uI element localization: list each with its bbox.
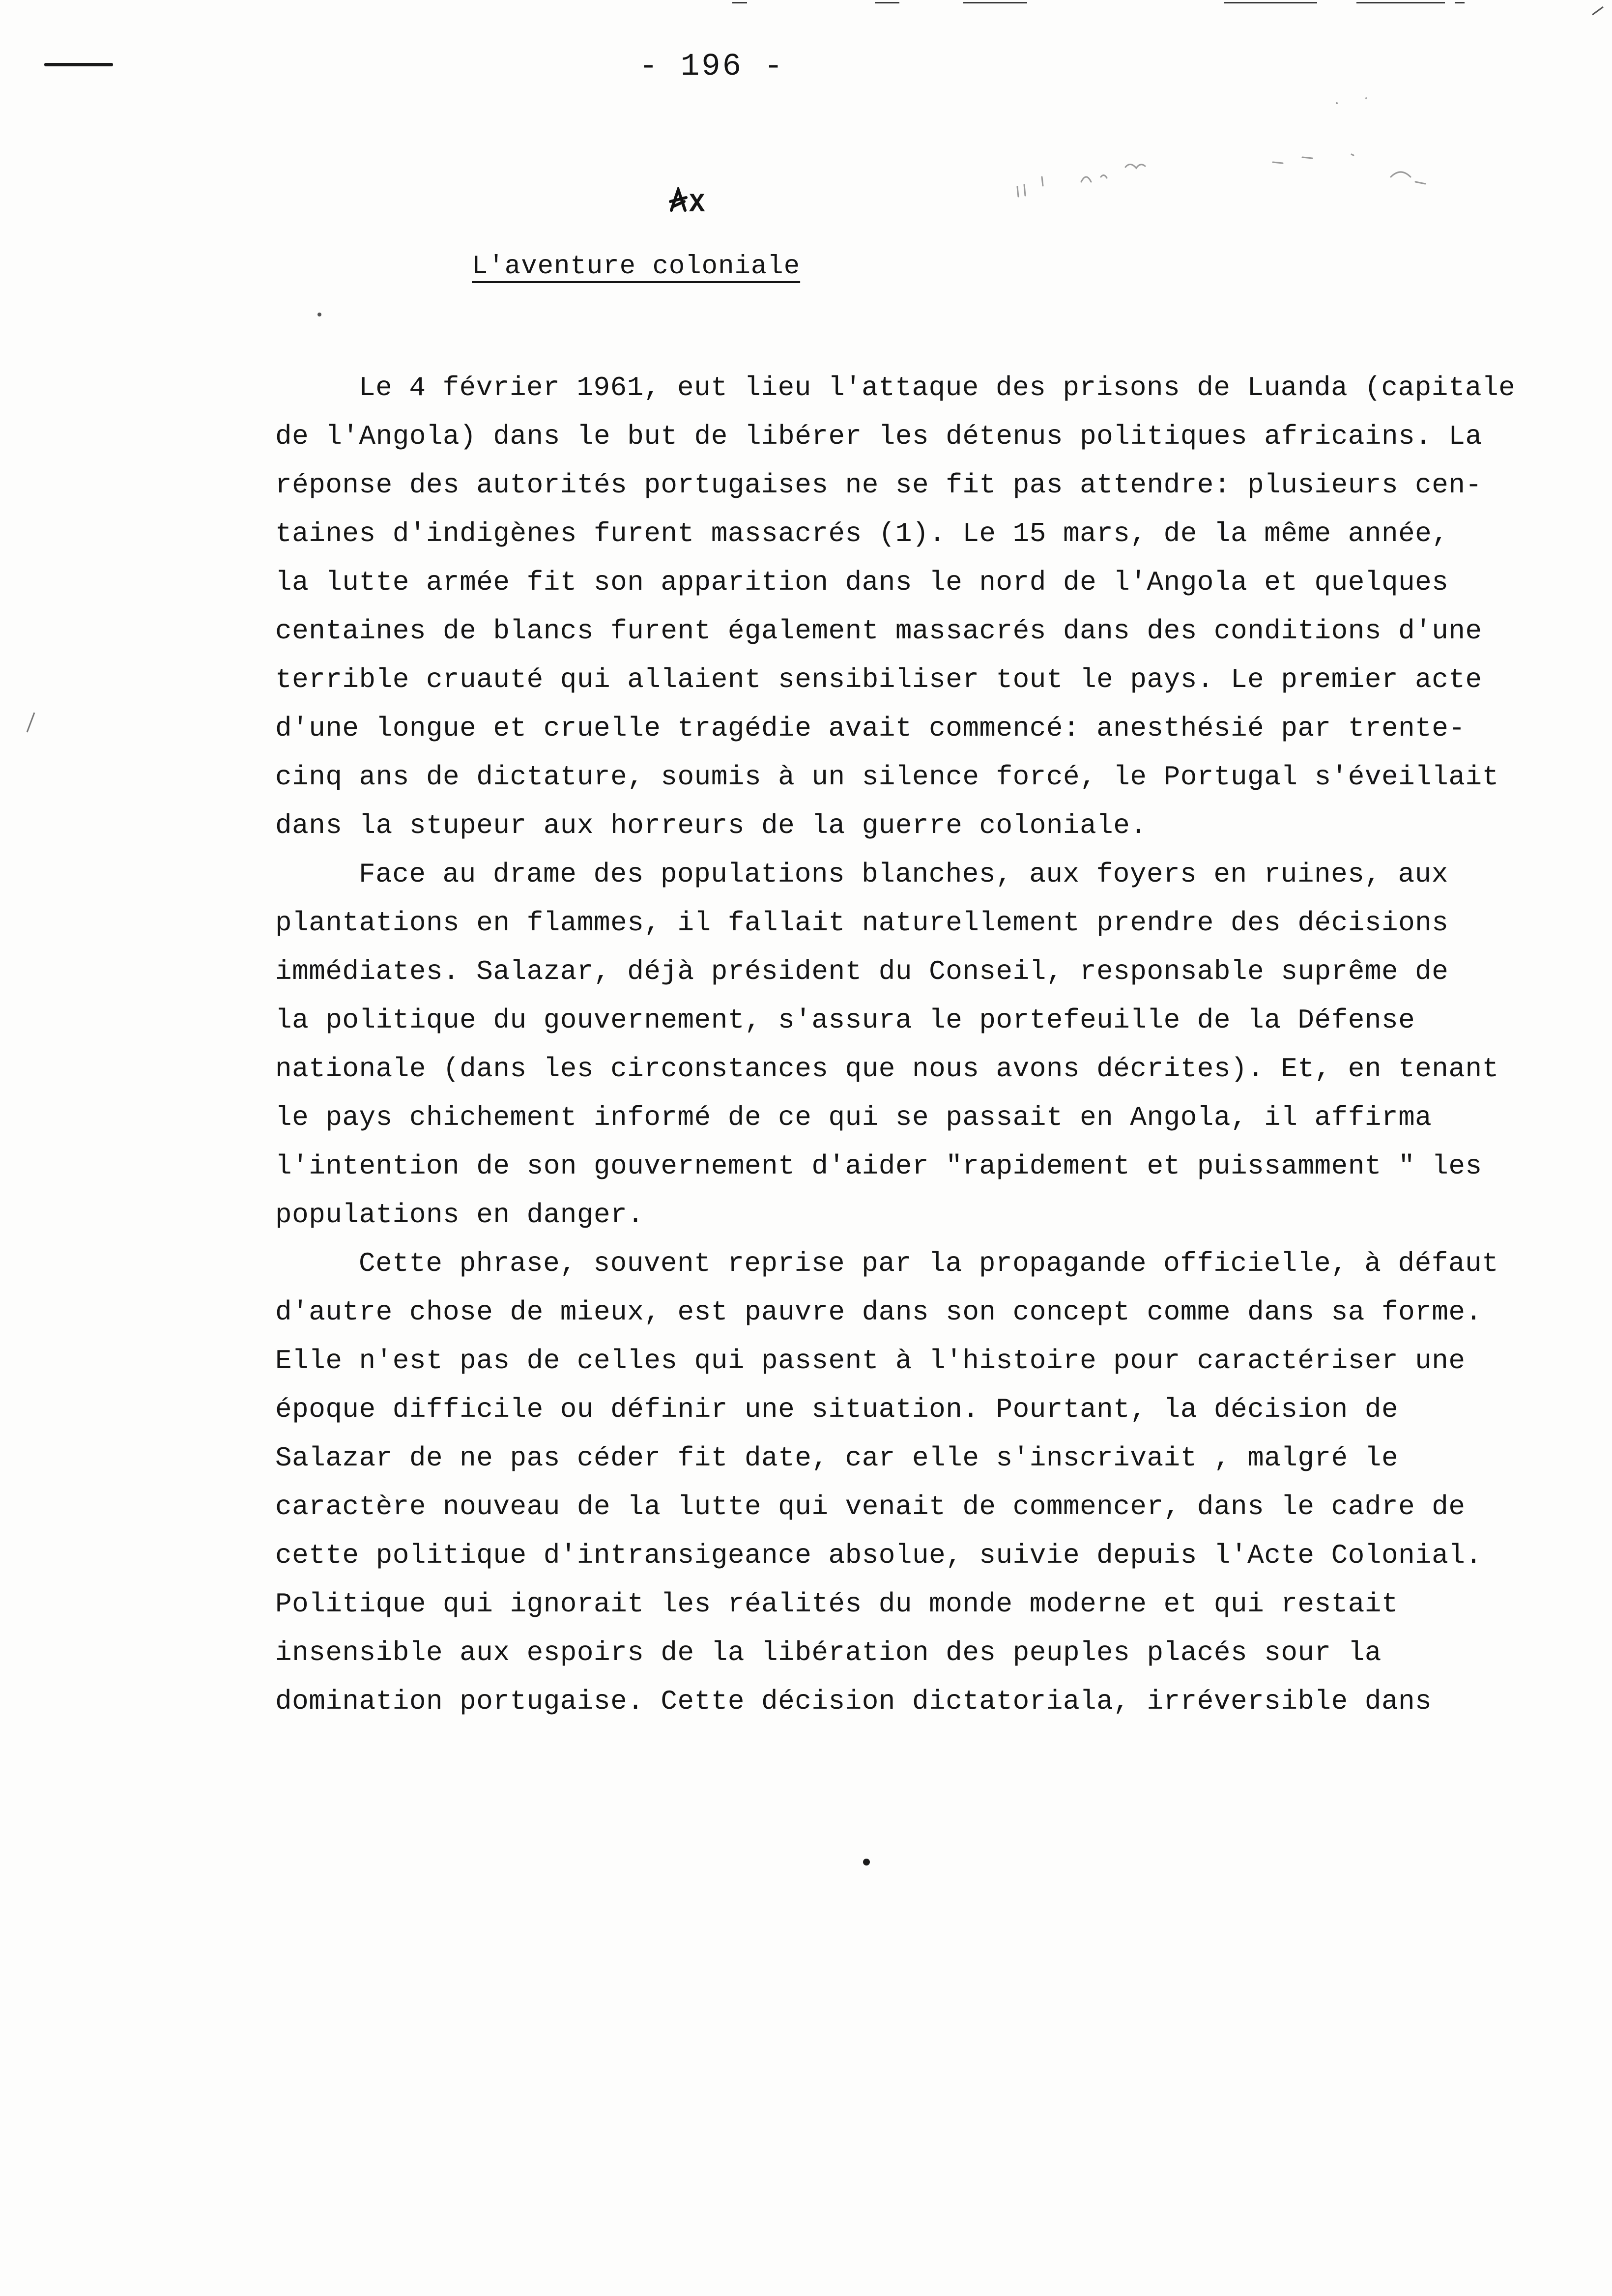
text-line: d'autre chose de mieux, est pauvre dans son concept comme dans sa forme. [275,1296,1482,1328]
text-line: Politique qui ignorait les réalités du monde moderne et qui restait [275,1588,1399,1620]
scan-artifact-line [732,2,747,3]
text-line: populations en danger. [275,1199,644,1231]
text-line: cette politique d'intransigeance absolue, suivie depuis l'Acte Colonial. [275,1540,1482,1571]
text-line: Salazar de ne pas céder fit date, car elle s'inscrivait , malgré le [275,1442,1399,1474]
text-line: plantations en flammes, il fallait naturellement prendre des décisions [275,907,1449,939]
scan-artifact-line [1455,2,1465,3]
margin-dash-mark [44,63,113,66]
text-line: la lutte armée fit son apparition dans le nord de l'Angola et quelques [275,567,1449,598]
text-line: Le 4 février 1961, eut lieu l'attaque des prisons de Luanda (capitale [359,372,1516,403]
scan-artifact-line [963,2,1027,3]
text-line: époque difficile ou définir une situation. Pourtant, la décision de [275,1394,1399,1425]
text-line: domination portugaise. Cette décision dictatoriala, irréversible dans [275,1686,1432,1717]
paragraph [275,850,1548,1239]
text-line: immédiates. Salazar, déjà président du Conseil, responsable suprême de [275,956,1449,987]
text-line: la politique du gouvernement, s'assura le portefeuille de la Défense [275,1004,1415,1036]
faint-pencil-annotation [1008,147,1450,226]
paragraph [275,1239,1548,1726]
chapter-title: L'aventure coloniale [472,252,801,282]
text-line: terrible cruauté qui allaient sensibiliser tout le pays. Le premier acte [275,664,1482,695]
text-line: réponse des autorités portugaises ne se fit pas attendre: plusieurs cen- [275,469,1482,501]
text-line: le pays chichement informé de ce qui se passait en Angola, il affirma [275,1102,1432,1133]
ink-dot [863,1859,870,1866]
text-line: Face au drame des populations blanches, aux foyers en ruines, aux [359,859,1448,890]
text-line: caractère nouveau de la lutte qui venait de commencer, dans le cadre de [275,1491,1466,1522]
text-line: de l'Angola) dans le but de libérer les détenus politiques africains. La [275,421,1482,452]
chapter-numeral: X [689,190,705,220]
text-line: taines d'indigènes furent massacrés (1). Le 15 mars, de la même année, [275,518,1449,549]
text-line: d'une longue et cruelle tragédie avait commencé: anesthésié par trente- [275,713,1466,744]
text-line: insensible aux espoirs de la libération des peuples placés sour la [275,1637,1382,1668]
text-line: centaines de blancs furent également massacrés dans des conditions d'une [275,615,1482,647]
text-line: nationale (dans les circonstances que nous avons décrites). Et, en tenant [275,1053,1499,1085]
scan-artifact-line [875,2,899,3]
paragraph [275,364,1548,850]
page-number: - 196 - [639,49,785,85]
scan-artifact-line [1356,2,1445,3]
body-text [275,364,1548,1726]
scan-artifact-line [1224,2,1317,3]
text-line: cinq ans de dictature, soumis à un silence forcé, le Portugal s'éveillait [275,761,1499,793]
text-line: Elle n'est pas de celles qui passent à l'histoire pour caractériser une [275,1345,1466,1377]
text-line: l'intention de son gouvernement d'aider "rapidement et puissamment " les [275,1150,1482,1182]
text-line: dans la stupeur aux horreurs de la guerre coloniale. [275,810,1147,841]
handwritten-scribble-icon [668,187,688,214]
text-line: Cette phrase, souvent reprise par la propagande officielle, à défaut [359,1248,1499,1279]
chapter-number [668,187,705,220]
